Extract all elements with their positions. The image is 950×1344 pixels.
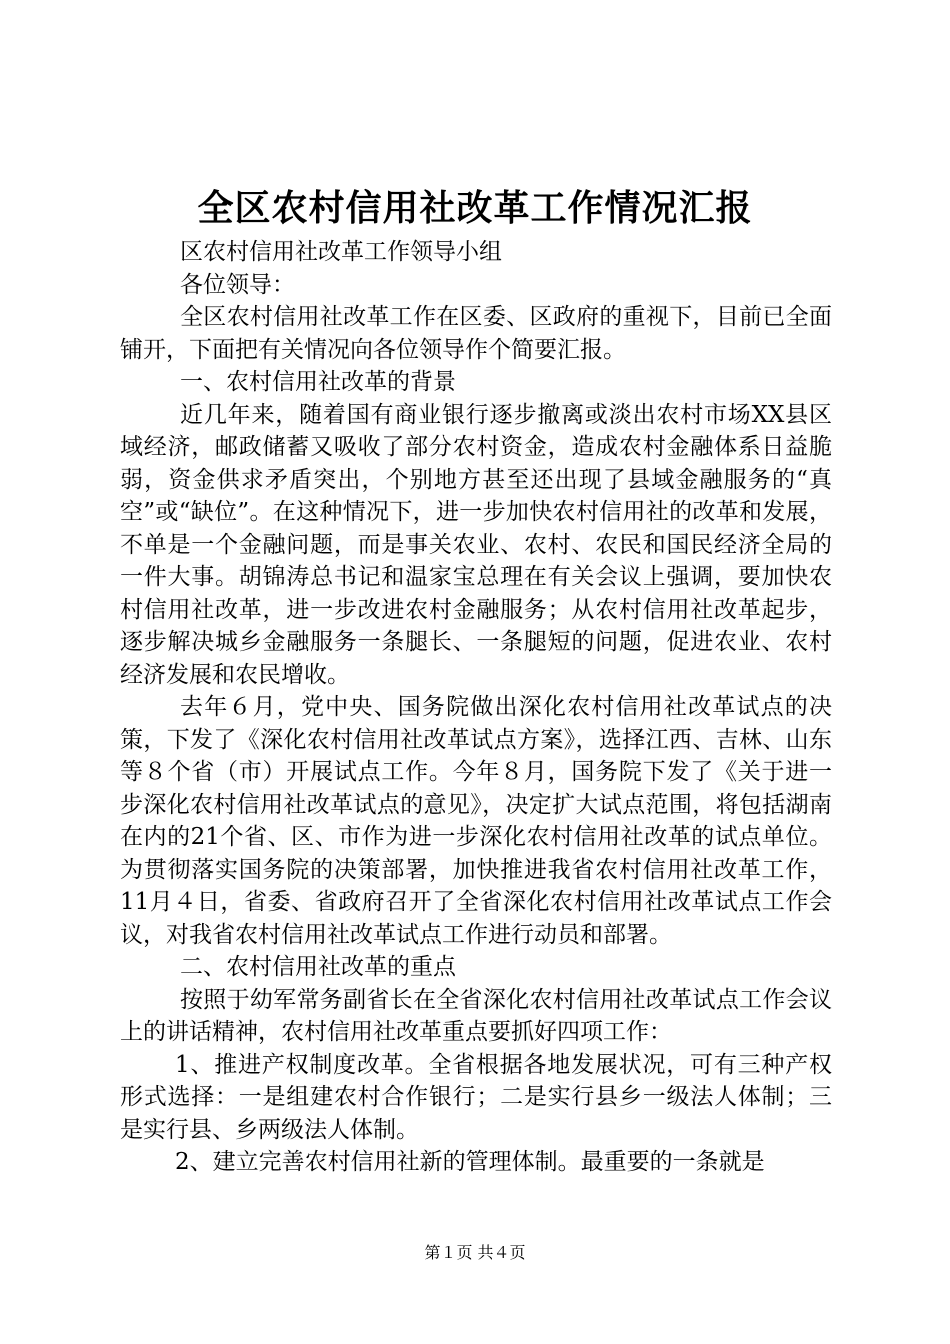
salutation: 各位领导： [180, 271, 295, 298]
page-number: 第１页 共４页 [424, 1243, 526, 1262]
list-item-property-rights: 1、推进产权制度改革。全省根据各地发展状况，可有三种产权形式选择：一是组建农村合作银行；二是实行县乡一级法人体制；三是实行县、乡两级法人体制。 [120, 1051, 832, 1143]
section-heading-background: 一、农村信用社改革的背景 [180, 369, 456, 395]
paragraph-focus-intro: 按照于幼军常务副省长在全省深化农村信用社改革试点工作会议上的讲话精神，农村信用社改革重点要抓好四项工作： [120, 986, 832, 1045]
document-body [120, 236, 832, 1179]
section-heading-focus: 二、农村信用社改革的重点 [180, 954, 456, 980]
paragraph-pilot: 去年６月，党中央、国务院做出深化农村信用社改革试点的决策，下发了《深化农村信用社改革试点方案》，选择江西、吉林、山东等８个省（市）开展试点工作。今年８月，国务院下发了《关于进一步深化农村信用社改革试点的意见》，决定扩大试点范围，将包括湖南在内的21个省、区、市作为进一步深化农村信用社改革的试点单位。为贯彻落实国务院的决策部署，加快推进我省农村信用社改革工作，11月４日，省委、省政府召开了全省深化农村信用社改革试点工作会议，对我省农村信用社改革试点工作进行动员和部署。 [120, 694, 832, 948]
document-title: 全区农村信用社改革工作情况汇报 [197, 188, 753, 229]
author-line: 区农村信用社改革工作领导小组 [180, 239, 502, 265]
list-item-management-system: 2、建立完善农村信用社新的管理体制。最重要的一条就是 [175, 1149, 765, 1175]
paragraph-background: 近几年来，随着国有商业银行逐步撤离或淡出农村市场XX县区域经济，邮政储蓄又吸收了部分农村资金，造成农村金融体系日益脆弱，资金供求矛盾突出，个别地方甚至还出现了县域金融服务的“真空”或“缺位”。在这种情况下，进一步加快农村信用社的改革和发展，不单是一个金融问题，而是事关农业、农村、农民和国民经济全局的一件大事。胡锦涛总书记和温家宝总理在有关会议上强调，要加快农村信用社改革，进一步改进农村金融服务；从农村信用社改革起步，逐步解决城乡金融服务一条腿长、一条腿短的问题，促进农业、农村经济发展和农民增收。 [120, 401, 832, 688]
paragraph-intro: 全区农村信用社改革工作在区委、区政府的重视下，目前已全面铺开，下面把有关情况向各位领导作个简要汇报。 [120, 304, 832, 363]
